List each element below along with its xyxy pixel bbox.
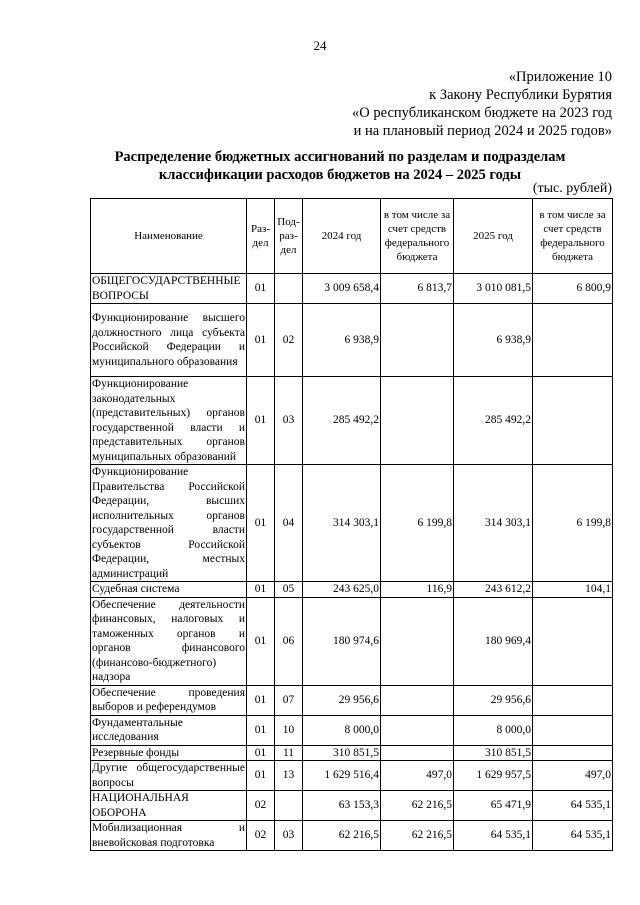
row-amount-2025: 310 851,5	[454, 745, 533, 761]
row-section: 01	[247, 465, 275, 582]
row-name: НАЦИОНАЛЬНАЯ ОБОРОНА	[91, 791, 247, 821]
row-name: Обеспечение проведения выборов и референдумов	[92, 686, 245, 713]
row-amount-2025: 6 938,9	[454, 304, 533, 377]
row-federal-2025	[533, 715, 613, 745]
title-line: Распределение бюджетных ассигнований по разделам и подразделам	[114, 149, 566, 165]
row-federal-2024: 62 216,5	[381, 821, 454, 851]
table-row	[91, 791, 613, 821]
appendix-line: «О республиканском бюджете на 2023 год	[352, 105, 612, 121]
row-federal-2025: 6 199,8	[533, 465, 613, 582]
row-amount-2024: 63 153,3	[303, 791, 381, 821]
row-federal-2024: 62 216,5	[381, 791, 454, 821]
row-subsection: 11	[275, 745, 303, 761]
header-2025: 2025 год	[454, 199, 533, 274]
row-federal-2024	[381, 715, 454, 745]
table-row	[91, 465, 613, 582]
appendix-line: и на плановый период 2024 и 2025 годов»	[353, 123, 612, 139]
row-name: ОБЩЕГОСУДАРСТВЕННЫЕ ВОПРОСЫ	[91, 274, 247, 304]
row-amount-2024: 8 000,0	[303, 715, 381, 745]
header-name: Наименование	[91, 199, 247, 274]
row-section: 01	[247, 377, 275, 465]
row-subsection: 05	[275, 582, 303, 598]
header-fed-2024: в том числе за счет средств федерального бюджета	[381, 199, 454, 274]
row-amount-2025: 64 535,1	[454, 821, 533, 851]
table-row	[91, 274, 613, 304]
table-row	[91, 597, 613, 685]
table-row	[91, 761, 613, 791]
row-subsection: 07	[275, 685, 303, 715]
row-federal-2024	[381, 685, 454, 715]
row-name: Резервные фонды	[91, 745, 247, 761]
header-subsection: Под-раз-дел	[275, 199, 303, 274]
table-header-row	[91, 199, 613, 274]
header-fed-2025: в том числе за счет средств федерального бюджета	[533, 199, 613, 274]
row-amount-2024: 3 009 658,4	[303, 274, 381, 304]
row-section: 01	[247, 304, 275, 377]
row-section: 01	[247, 715, 275, 745]
table-row	[91, 715, 613, 745]
row-federal-2025	[533, 745, 613, 761]
row-federal-2025: 64 535,1	[533, 791, 613, 821]
table-row	[91, 745, 613, 761]
row-amount-2025: 285 492,2	[454, 377, 533, 465]
row-amount-2025: 29 956,6	[454, 685, 533, 715]
document-title	[60, 148, 620, 184]
row-subsection	[275, 274, 303, 304]
row-section: 01	[247, 761, 275, 791]
row-federal-2024: 116,9	[381, 582, 454, 598]
row-subsection: 03	[275, 377, 303, 465]
header-section: Раз-дел	[247, 199, 275, 274]
row-amount-2024: 243 625,0	[303, 582, 381, 598]
row-section: 01	[247, 274, 275, 304]
row-amount-2024: 314 303,1	[303, 465, 381, 582]
row-subsection: 13	[275, 761, 303, 791]
row-federal-2025: 497,0	[533, 761, 613, 791]
appendix-line: к Закону Республики Бурятия	[429, 87, 612, 103]
row-subsection: 04	[275, 465, 303, 582]
row-subsection	[275, 791, 303, 821]
row-section: 01	[247, 685, 275, 715]
row-amount-2025: 65 471,9	[454, 791, 533, 821]
row-amount-2024: 6 938,9	[303, 304, 381, 377]
row-subsection: 02	[275, 304, 303, 377]
table-row	[91, 377, 613, 465]
table-row	[91, 685, 613, 715]
units-label: (тыс. рублей)	[532, 181, 612, 196]
row-name: Мобилизационная и вневойсковая подготовка	[92, 822, 245, 849]
row-subsection: 10	[275, 715, 303, 745]
row-federal-2025	[533, 685, 613, 715]
row-subsection: 03	[275, 821, 303, 851]
row-section: 01	[247, 597, 275, 685]
row-subsection: 06	[275, 597, 303, 685]
row-federal-2025	[533, 597, 613, 685]
row-name: Фундаментальные исследования	[91, 715, 247, 745]
row-federal-2025: 64 535,1	[533, 821, 613, 851]
row-amount-2024: 310 851,5	[303, 745, 381, 761]
row-federal-2024: 6 199,8	[381, 465, 454, 582]
row-amount-2025: 8 000,0	[454, 715, 533, 745]
row-federal-2024: 6 813,7	[381, 274, 454, 304]
row-federal-2025: 104,1	[533, 582, 613, 598]
row-name: Функционирование Правительства Российской Федерации, высших исполнительных органов государственной власти субъектов Российской Федерации, местных администраций	[92, 466, 245, 580]
row-amount-2024: 29 956,6	[303, 685, 381, 715]
table-row	[91, 304, 613, 377]
row-amount-2025: 243 612,2	[454, 582, 533, 598]
row-federal-2025	[533, 304, 613, 377]
row-name: Обеспечение деятельности финансовых, налоговых и таможенных органов и органов финансового (финансово-бюджетного) надзора	[92, 598, 245, 683]
row-name: Функционирование высшего должностного лица субъекта Российской Федерации и муниципального образования	[91, 304, 247, 377]
appendix-header	[252, 68, 612, 140]
title-line: классификации расходов бюджетов на 2024 – 2025 годы	[158, 167, 522, 183]
budget-table	[90, 198, 613, 851]
row-name: Функционирование законодательных (представительных) органов государственной власти и представительных органов муниципальных образований	[92, 378, 245, 463]
row-amount-2025: 1 629 957,5	[454, 761, 533, 791]
row-amount-2025: 180 969,4	[454, 597, 533, 685]
row-name: Судебная система	[91, 582, 247, 598]
row-name: Другие общегосударственные вопросы	[92, 762, 245, 789]
table-row	[91, 582, 613, 598]
row-amount-2025: 3 010 081,5	[454, 274, 533, 304]
header-2024: 2024 год	[303, 199, 381, 274]
row-amount-2024: 62 216,5	[303, 821, 381, 851]
row-federal-2024	[381, 304, 454, 377]
row-section: 01	[247, 582, 275, 598]
row-federal-2024	[381, 597, 454, 685]
appendix-line: «Приложение 10	[508, 69, 612, 85]
row-federal-2024	[381, 745, 454, 761]
row-section: 02	[247, 821, 275, 851]
row-federal-2025	[533, 377, 613, 465]
table-row	[91, 821, 613, 851]
row-section: 02	[247, 791, 275, 821]
row-federal-2025: 6 800,9	[533, 274, 613, 304]
row-section: 01	[247, 745, 275, 761]
row-amount-2024: 285 492,2	[303, 377, 381, 465]
page-number: 24	[313, 38, 327, 53]
row-federal-2024	[381, 377, 454, 465]
row-amount-2024: 1 629 516,4	[303, 761, 381, 791]
row-amount-2024: 180 974,6	[303, 597, 381, 685]
row-federal-2024: 497,0	[381, 761, 454, 791]
row-amount-2025: 314 303,1	[454, 465, 533, 582]
